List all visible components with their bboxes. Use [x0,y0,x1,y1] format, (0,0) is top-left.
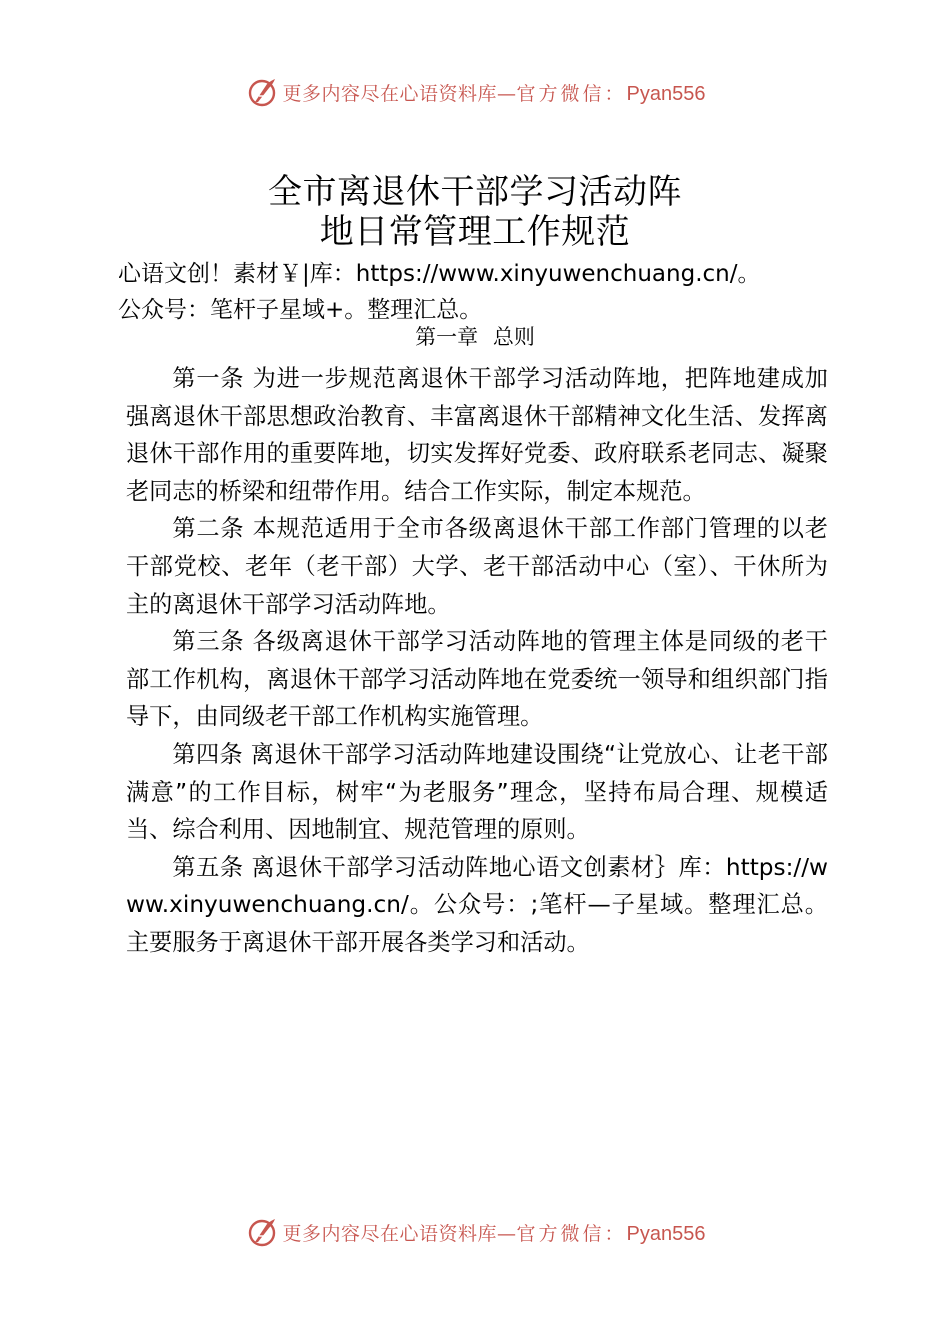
quill-pen-logo-icon [245,75,279,109]
title-line-2: 地日常管理工作规范 [319,212,631,252]
article-3: 第三条 各级离退休干部学习活动阵地的管理主体是同级的老干部工作机构，离退休干部学习活动阵地在党委统一领导和组织部门指导下，由同级老干部工作机构实施管理。 [126,628,828,731]
header-banner-text [283,79,706,106]
banner-wechat-label: 官方微信： [516,82,627,105]
banner-separator: — [497,82,517,105]
document-body [126,360,828,962]
footer-banner-text [283,1219,706,1246]
meta-line-2: 公众号：笔杆子星域+。整理汇总。 [118,297,483,323]
article-1: 第一条 为进一步规范离退休干部学习活动阵地，把阵地建成加强离退休干部思想政治教育、丰富离退休干部精神文化生活、发挥离退休干部作用的重要阵地，切实发挥好党委、政府联系老同志、凝聚老同志的桥梁和纽带作用。结合工作实际，制定本规范。 [126,365,828,505]
meta-line-1: 心语文创！素材￥|库：https://www.xinyuwenchuang.cn/。 [118,261,761,287]
banner-wechat-id: Pyan556 [626,82,706,105]
banner-slogan: 更多内容尽在心语资料库 [282,1222,498,1245]
banner-separator: — [497,1222,517,1245]
footer-banner [0,1212,950,1252]
banner-slogan: 更多内容尽在心语资料库 [282,82,498,105]
title-line-1: 全市离退休干部学习活动阵 [268,172,682,212]
article-2: 第二条 本规范适用于全市各级离退休干部工作部门管理的以老干部党校、老年（老干部）大学、老干部活动中心（室）、干休所为主的离退休干部学习活动阵地。 [126,515,828,618]
article-4: 第四条 离退休干部学习活动阵地建设围绕“让党放心、让老干部满意”的工作目标，树牢“为老服务”理念，坚持布局合理、规模适当、综合利用、因地制宜、规范管理的原则。 [126,740,828,844]
article-5: 第五条 离退休干部学习活动阵地心语文创素材｝库：https://www.xinyuwenchuang.cn/。公众号：;笔杆—子星域。整理汇总。主要服务于离退休干部开展各类学习和活动。 [126,853,828,956]
chapter-heading: 第一章 总则 [415,325,535,349]
document-meta [118,256,938,328]
header-banner [0,72,950,112]
document-title [0,172,950,252]
quill-pen-logo-icon [245,1215,279,1249]
banner-wechat-label: 官方微信： [516,1222,627,1245]
banner-wechat-id: Pyan556 [626,1222,706,1245]
